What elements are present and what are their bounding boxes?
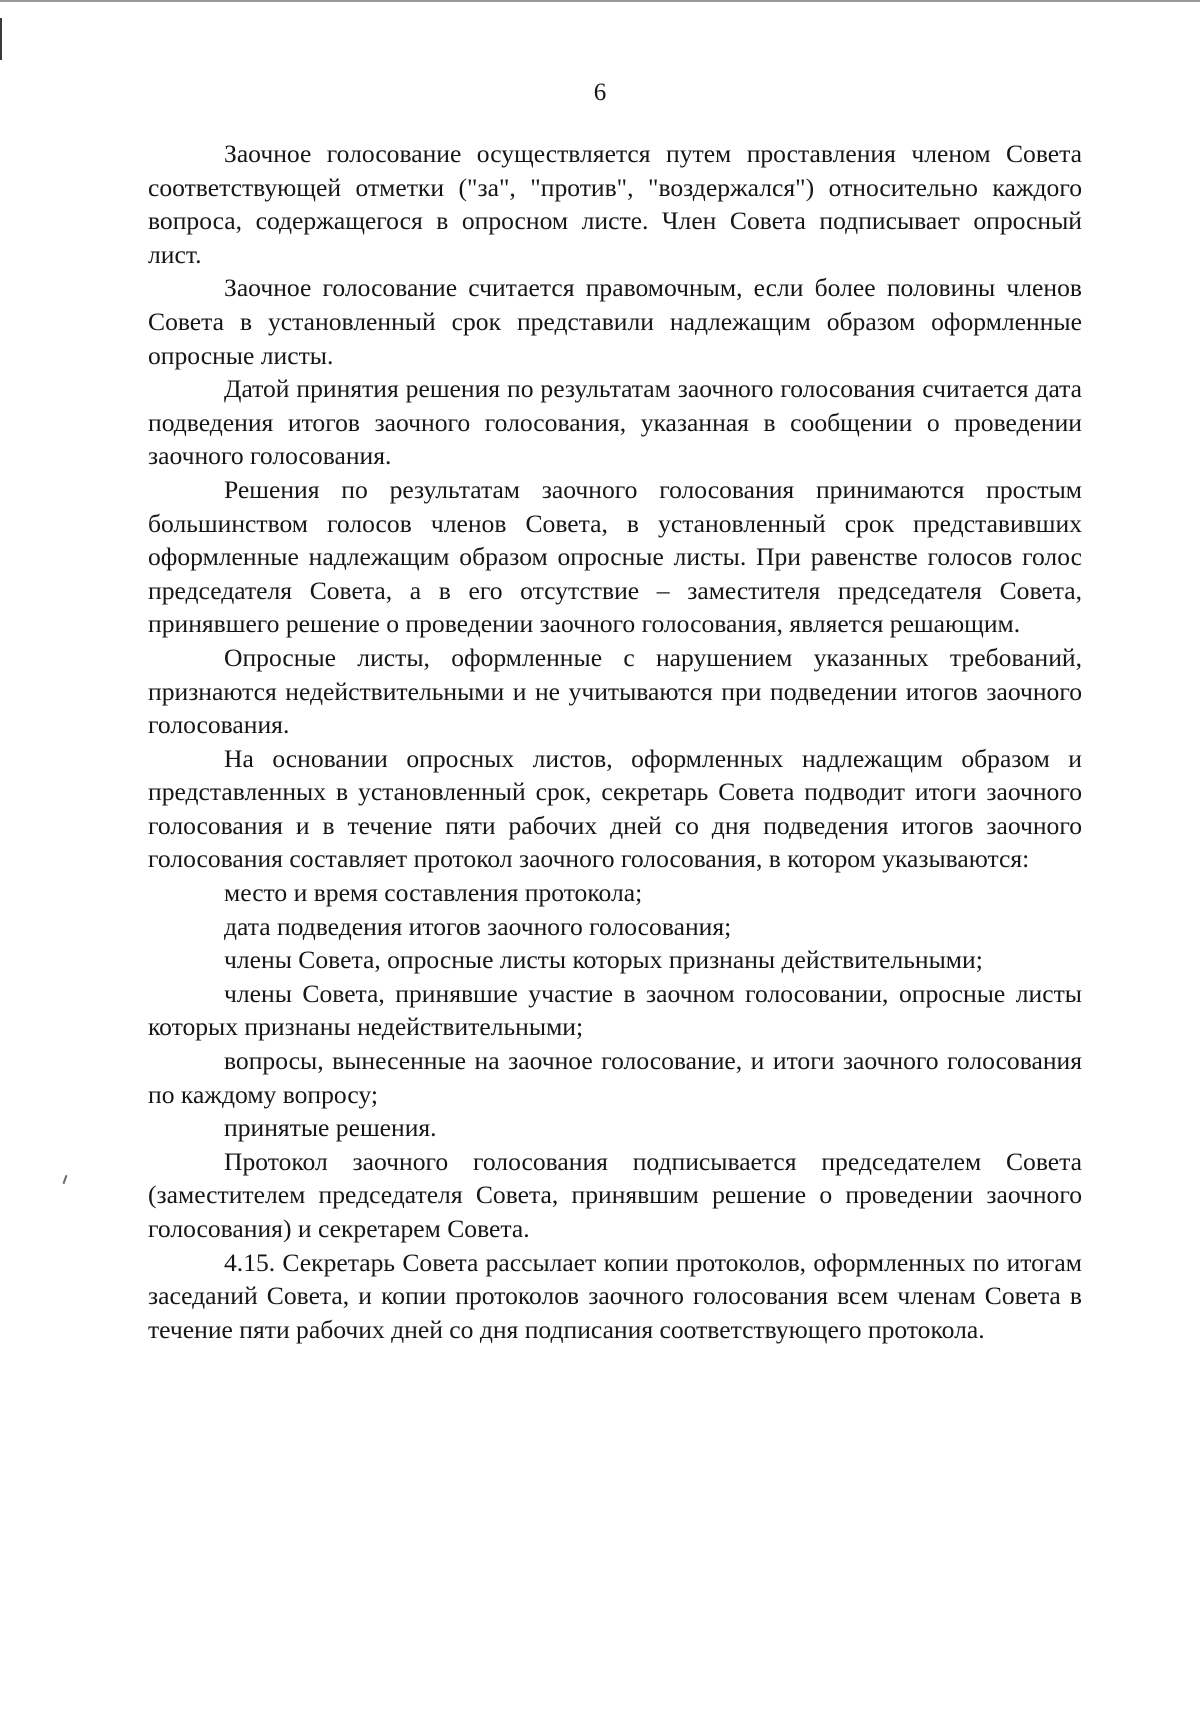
list-item-place-time: место и время составления протокола; [224,878,643,908]
scan-left-edge [0,18,2,60]
scan-mark [63,1175,68,1184]
paragraph-decision-date: Датой принятия решения по результатам заочного голосования считается дата подведения итогов заочного голосования, указанная в сообщении о проведении заочного голосования. [148,374,1082,471]
page-number: 6 [593,79,607,106]
paragraph-majority: Решения по результатам заочного голосования принимаются простым большинством голосов членов Совета, в установленный срок представивших оформленные надлежащим образом опросные листы. При равенстве голосов голос председателя Совета, а в его отсутствие – заместителя председателя Совета, принявшего решение о проведении заочного голосования, является решающим. [148,474,1082,639]
scan-top-edge [0,0,1200,2]
paragraph-protocol-preparation: На основании опросных листов, оформленных надлежащим образом и представленных в установленный срок, секретарь Совета подводит итоги заочного голосования и в течение пяти рабочих дней со дня подведения итогов заочного голосования составляет протокол заочного голосования, в котором указываются: [148,743,1082,874]
list-item-invalid-members: члены Совета, принявшие участие в заочном голосовании, опросные листы которых признаны недействительными; [148,978,1082,1042]
list-item-valid-members: члены Совета, опросные листы которых признаны действительными; [224,945,983,975]
list-item-date: дата подведения итогов заочного голосования; [224,911,732,941]
list-item-questions: вопросы, вынесенные на заочное голосование, и итоги заочного голосования по каждому вопросу; [148,1046,1082,1109]
paragraph-section-4-15: 4.15. Секретарь Совета рассылает копии протоколов, оформленных по итогам заседаний Совета, и копии протоколов заочного голосования всем членам Совета в течение пяти рабочих дней со дня подписания соответствующего протокола. [148,1247,1082,1344]
document-body [148,137,1082,1346]
list-item-decisions: принятые решения. [224,1113,437,1143]
paragraph-protocol-signing: Протокол заочного голосования подписывается председателем Совета (заместителем председателя Совета, принявшим решение о проведении заочного голосования) и секретарем Совета. [148,1146,1082,1243]
paragraph-quorum: Заочное голосование считается правомочным, если более половины членов Совета в установленный срок представили надлежащим образом оформленные опросные листы. [148,273,1082,370]
paragraph-voting-procedure: Заочное голосование осуществляется путем проставления членом Совета соответствующей отметки ("за", "против", "воздержался") относительно каждого вопроса, содержащегося в опросном листе. Член Совета подписывает опросный лист. [148,139,1082,269]
paragraph-invalid-ballots: Опросные листы, оформленные с нарушением указанных требований, признаются недействительными и не учитываются при подведении итогов заочного голосования. [148,642,1082,740]
